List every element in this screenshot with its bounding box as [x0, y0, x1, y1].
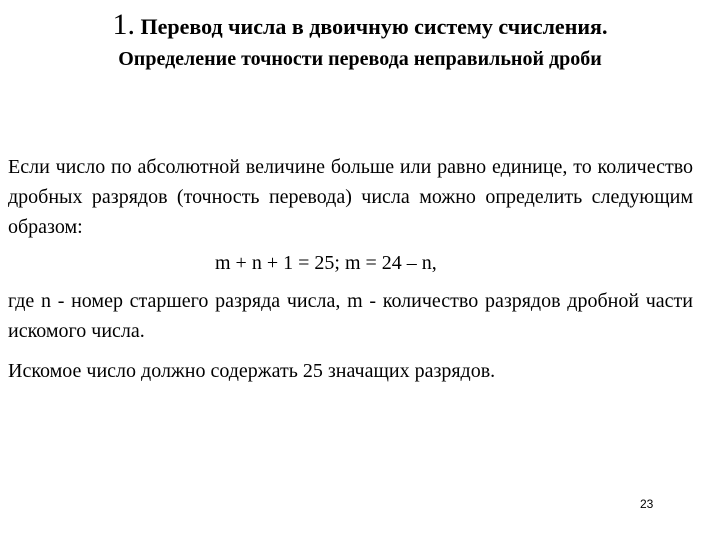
title-line-2: Определение точности перевода неправильной дроби	[118, 48, 602, 70]
paragraph-requirement: Искомое число должно содержать 25 значащих разрядов.	[8, 360, 496, 382]
formula: m + n + 1 = 25; m = 24 – n,	[215, 252, 437, 274]
paragraph-intro: Если число по абсолютной величине больше или равно единице, то количество дробных разрядов (точность перевода) числа можно определить следующим образом:	[8, 156, 693, 238]
title-text: Перевод числа в двоичную систему счисления.	[140, 14, 608, 39]
title-line-1	[0, 8, 720, 44]
title-number: 1.	[112, 8, 136, 41]
page-number: 23	[640, 497, 654, 511]
slide-body	[8, 152, 693, 386]
slide-title	[0, 8, 720, 74]
paragraph-definitions: где n - номер старшего разряда числа, m - количество разрядов дробной части искомого числа.	[8, 290, 693, 342]
